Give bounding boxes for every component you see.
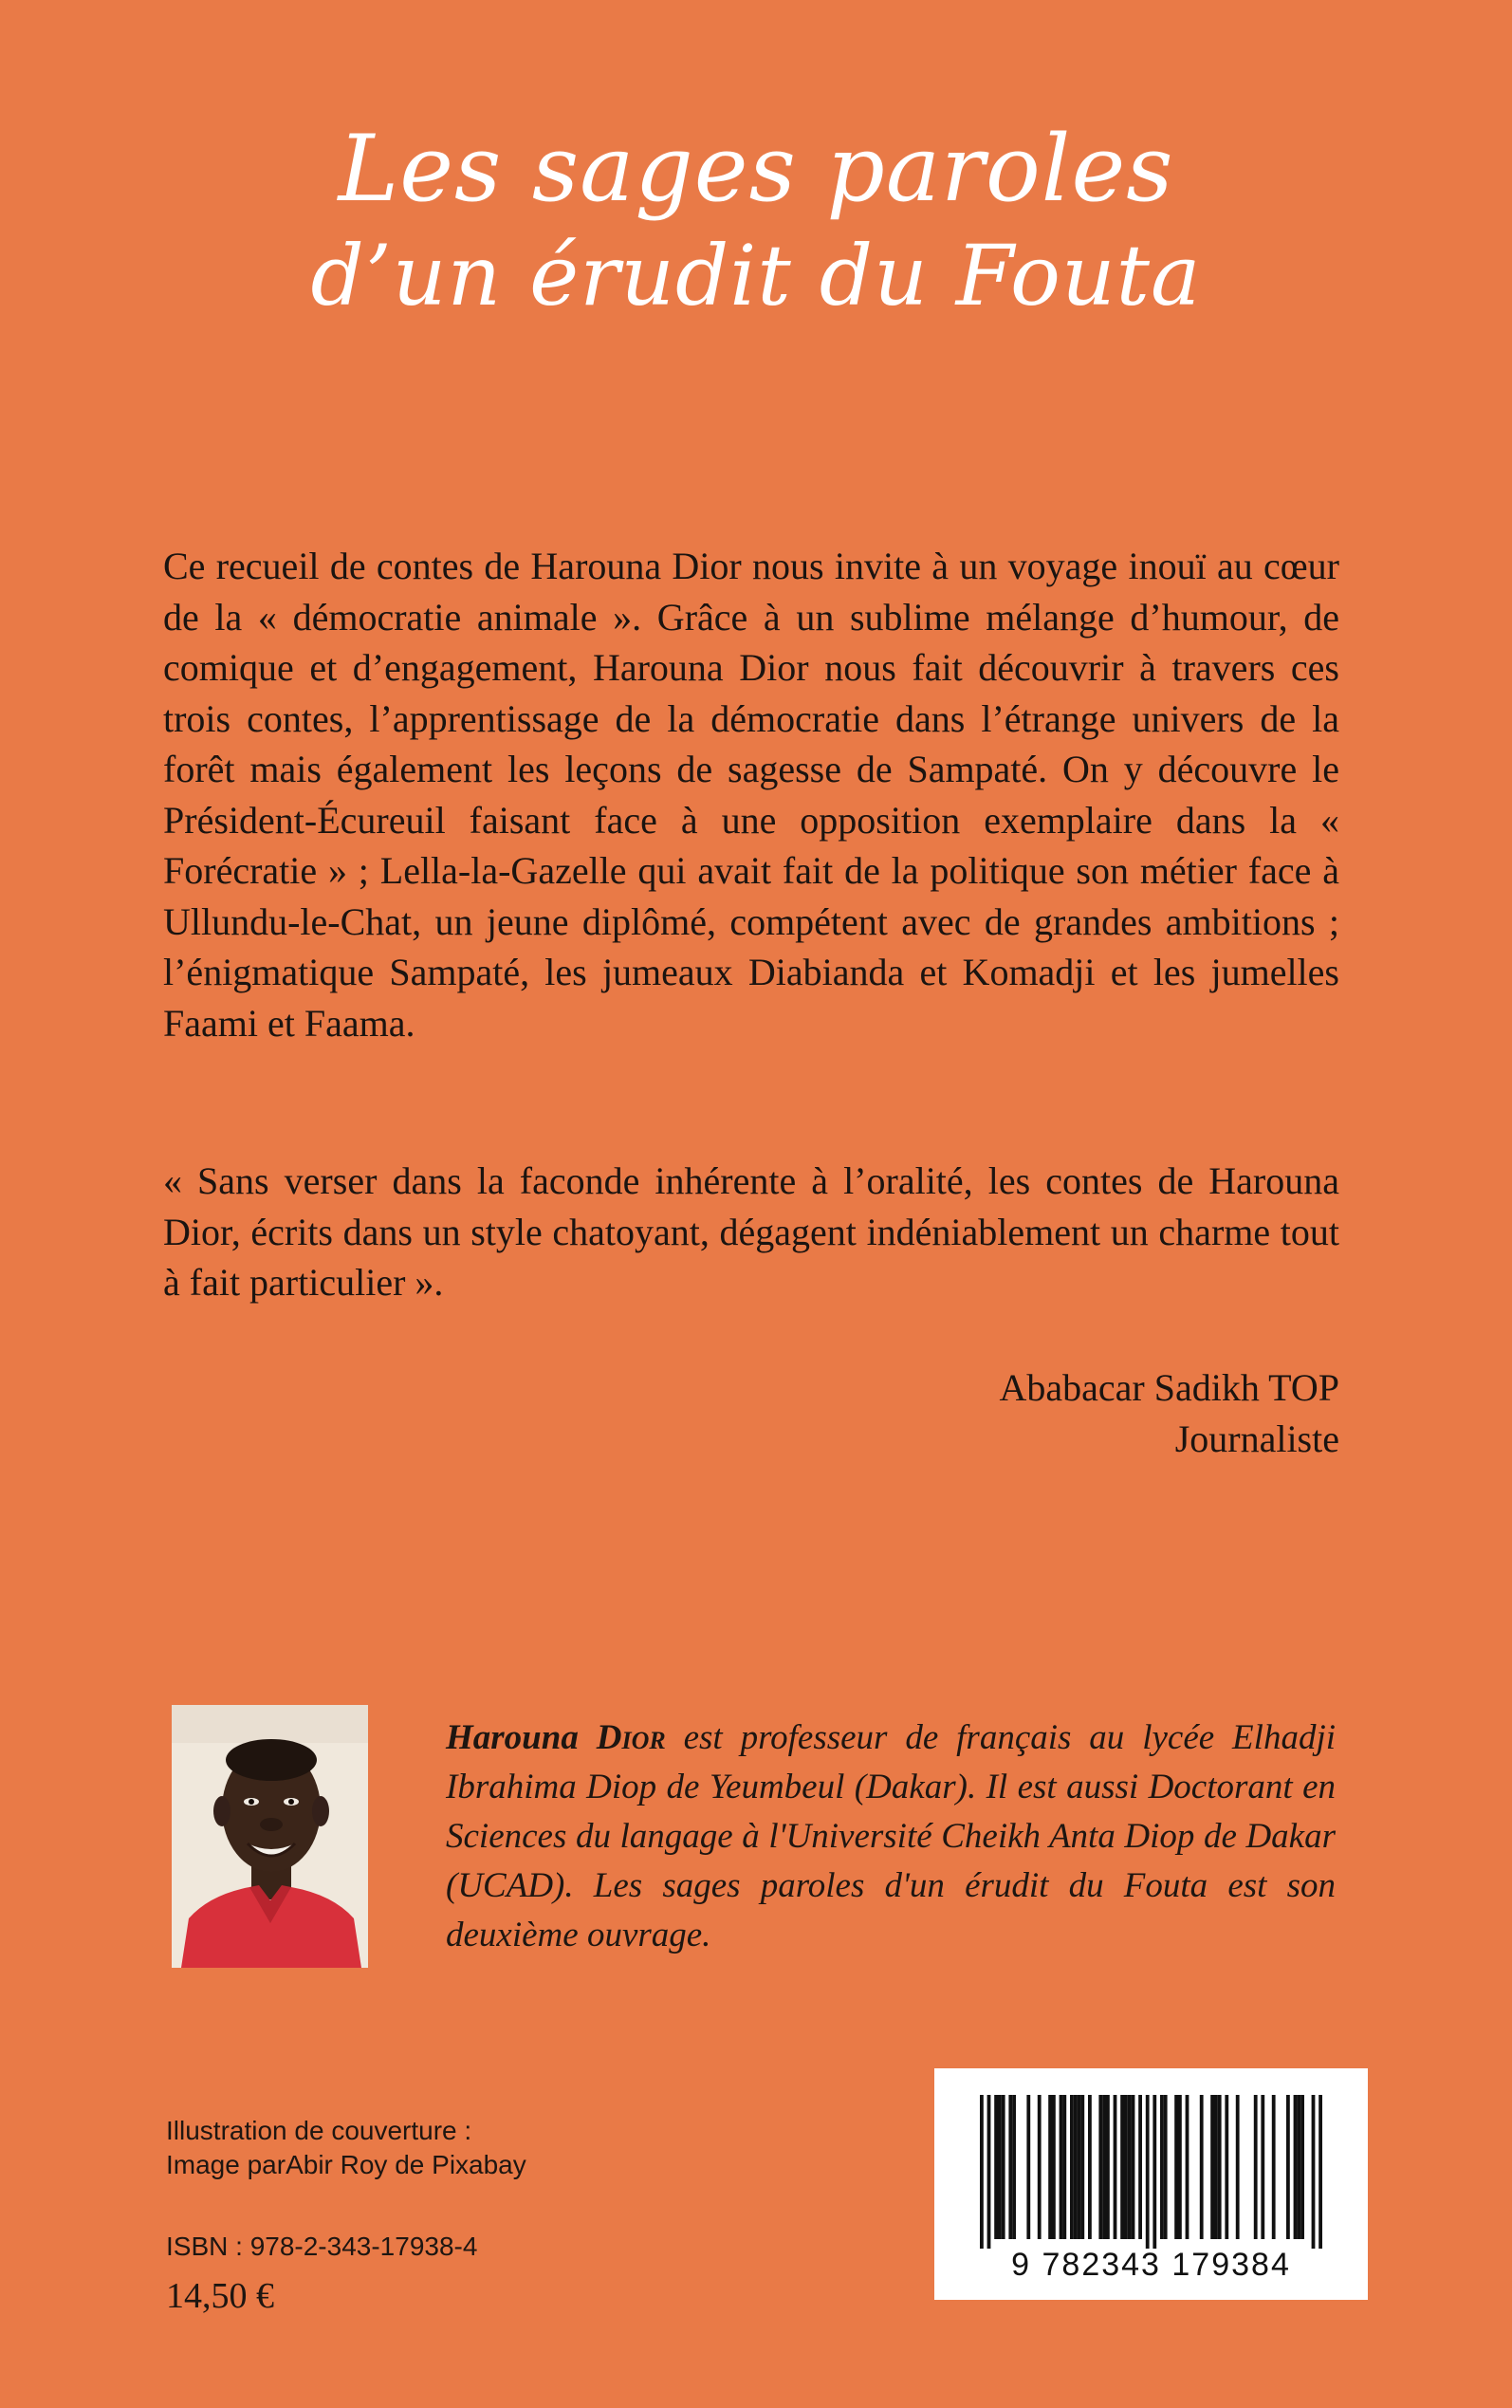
barcode-bar	[1062, 2095, 1066, 2239]
barcode-bar	[987, 2095, 991, 2249]
barcode-bar	[1078, 2095, 1081, 2239]
summary-paragraph-2: « Sans verser dans la faconde inhérente à l’oralité, les contes de Harouna Dior, écrits dans un style chatoyant, dégagent indéniablement un charme tout à fait particulier ».	[163, 1159, 1339, 1304]
barcode-bar	[1225, 2095, 1228, 2239]
barcode-bar	[1124, 2095, 1128, 2239]
barcode-bar	[1300, 2095, 1304, 2239]
isbn: ISBN : 978-2-343-17938-4	[166, 2232, 478, 2261]
author-photo	[172, 1705, 368, 1968]
book-title-line1: Les sages paroles	[338, 116, 1174, 222]
barcode-bar	[980, 2095, 984, 2249]
author-portrait-icon	[172, 1705, 368, 1968]
barcode-bar	[1074, 2095, 1078, 2239]
barcode-bar	[1080, 2095, 1084, 2239]
barcode-bar	[998, 2095, 1002, 2239]
barcode-bar	[1214, 2095, 1218, 2239]
barcode-bar	[1218, 2095, 1222, 2239]
barcode-bar	[1114, 2095, 1117, 2239]
barcode-bar	[1160, 2095, 1164, 2239]
barcode-bar	[1174, 2095, 1178, 2239]
barcode-bar	[1272, 2095, 1276, 2239]
barcode-bar	[1138, 2095, 1142, 2239]
quote-author-role: Journaliste	[1174, 1417, 1339, 1460]
barcode-bar	[1261, 2095, 1264, 2239]
price: 14,50 €	[166, 2276, 274, 2316]
summary-paragraph-1: Ce recueil de contes de Harouna Dior nous invite à un voyage inouï au cœur de la « démocratie animale ». Grâce à un sublime mélange d’humour, de comique et d’engagement, Harouna Dior nous fait découvrir à travers ces trois contes, l’apprentissage de la démocratie dans l’étrange univers de la forêt mais également les leçons de sagesse de Sampaté. On y découvre le Président-Écureuil faisant face à une opposition exemplaire dans la « Forécratie » ; Lella-la-Gazelle qui avait fait de la politique son métier face à Ullundu-le-Chat, un jeune diplômé, compétent avec de grandes ambitions ; l’énigmatique Sampaté, les jumeaux Diabianda et Komadji et les jumelles Faami et Faama.	[163, 545, 1339, 1045]
barcode-bar	[1186, 2095, 1189, 2239]
barcode-digits: 9 782343 179384	[1011, 2247, 1291, 2283]
barcode-bar	[1294, 2095, 1298, 2239]
barcode-bar	[1164, 2095, 1168, 2239]
author-first-name: Harouna	[446, 1718, 579, 1757]
illustration-credit-label: Illustration de couverture :	[166, 2116, 472, 2145]
barcode-bar	[1128, 2095, 1132, 2239]
barcode-bar	[1312, 2095, 1316, 2249]
barcode-bar	[1146, 2095, 1150, 2249]
author-last-name: Dior	[596, 1718, 666, 1757]
author-bio-text: est professeur de français au lycée Elhadji Ibrahima Diop de Yeumbeul (Dakar). Il est aussi Doctorant en Sciences du langage à l'Université Cheikh Anta Diop de Dakar (UCAD). Les sages paroles d'un érudit du Fouta est son deuxième ouvrage.	[446, 1718, 1336, 1954]
quote-author: Ababacar Sadikh TOP	[999, 1366, 1339, 1409]
barcode-bar	[1070, 2095, 1074, 2239]
barcode-bar	[1012, 2095, 1016, 2239]
barcode-bar	[1254, 2095, 1258, 2239]
barcode-bar	[1088, 2095, 1092, 2239]
barcode-bar	[1038, 2095, 1042, 2239]
illustration-credit-source: Image parAbir Roy de Pixabay	[166, 2150, 526, 2179]
barcode-bar	[1132, 2095, 1135, 2239]
barcode-bar	[1026, 2095, 1030, 2239]
barcode-bar	[1286, 2095, 1290, 2239]
barcode-bar	[1200, 2095, 1204, 2239]
barcode-bar	[1060, 2095, 1063, 2239]
barcode	[934, 2068, 1368, 2300]
barcode-bar	[1210, 2095, 1214, 2239]
barcode-bar	[1008, 2095, 1012, 2239]
author-bio	[446, 1713, 1336, 1960]
barcode-bar	[1048, 2095, 1052, 2239]
book-title-line2: d’un érudit du Fouta	[310, 227, 1202, 324]
barcode-bar	[994, 2095, 998, 2239]
barcode-bar	[1002, 2095, 1005, 2239]
barcode-bar	[1236, 2095, 1240, 2239]
barcode-bar	[1297, 2095, 1300, 2239]
barcode-bar	[1102, 2095, 1106, 2239]
barcode-bar	[1178, 2095, 1182, 2239]
barcode-bar	[1098, 2095, 1102, 2239]
barcode-bar	[1106, 2095, 1110, 2239]
barcode-bar	[1120, 2095, 1124, 2239]
barcode-bar	[1318, 2095, 1322, 2249]
barcode-bar	[1052, 2095, 1056, 2239]
barcode-bar	[1152, 2095, 1156, 2249]
